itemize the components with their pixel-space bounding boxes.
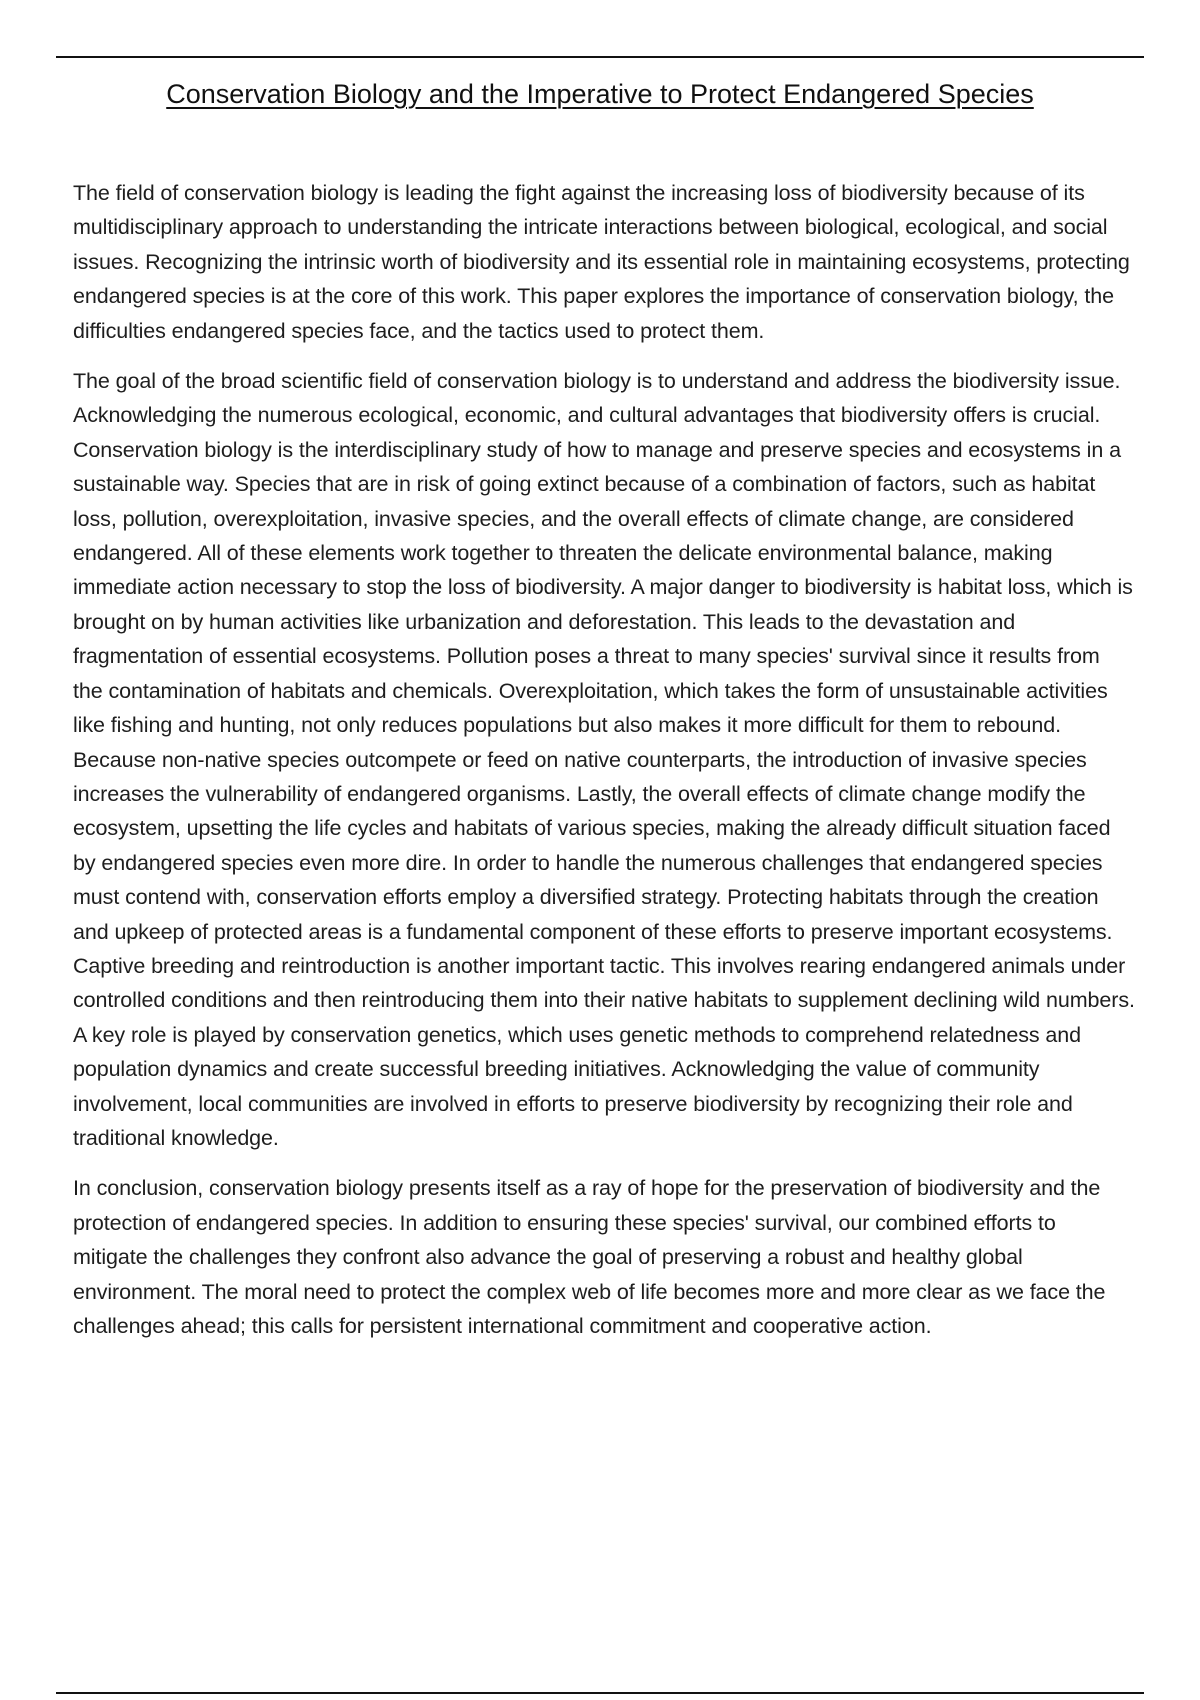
header-rule	[56, 56, 1144, 58]
paragraph-introduction: The field of conservation biology is leading the fight against the increasing loss of biodiversity because of its multidisciplinary approach to understanding the intricate interactions between biological, ecological, and social issues. Recognizing the intrinsic worth of biodiversity and its essential role in maintaining ecosystems, protecting endangered species is at the core of this work. This paper explores the importance of conservation biology, the difficulties endangered species face, and the tactics used to protect them.	[73, 181, 1130, 343]
document-title-text: Conservation Biology and the Imperative to Protect Endangered Species	[166, 79, 1034, 109]
paragraph-conclusion: In conclusion, conservation biology presents itself as a ray of hope for the preservation of biodiversity and the protection of endangered species. In addition to ensuring these species' survival, our combined efforts to mitigate the challenges they confront also advance the goal of preserving a robust and healthy global environment. The moral need to protect the complex web of life becomes more and more clear as we face the challenges ahead; this calls for persistent international commitment and cooperative action.	[73, 1176, 1106, 1338]
document-title	[60, 74, 1140, 114]
document-body	[73, 176, 1135, 1359]
footer-rule	[56, 1692, 1144, 1694]
paragraph-main-body: The goal of the broad scientific field of conservation biology is to understand and address the biodiversity issue. Acknowledging the numerous ecological, economic, and cultural advantages that biodiversity offers is crucial. Conservation biology is the interdisciplinary study of how to manage and preserve species and ecosystems in a sustainable way. Species that are in risk of going extinct because of a combination of factors, such as habitat loss, pollution, overexploitation, invasive species, and the overall effects of climate change, are considered endangered. All of these elements work together to threaten the delicate environmental balance, making immediate action necessary to stop the loss of biodiversity. A major danger to biodiversity is habitat loss, which is brought on by human activities like urbanization and deforestation. This leads to the devastation and fragmentation of essential ecosystems. Pollution poses a threat to many species' survival since it results from the contamination of habitats and chemicals. Overexploitation, which takes the form of unsustainable activities like fishing and hunting, not only reduces populations but also makes it more difficult for them to rebound. Because non-native species outcompete or feed on native counterparts, the introduction of invasive species increases the vulnerability of endangered organisms. Lastly, the overall effects of climate change modify the ecosystem, upsetting the life cycles and habitats of various species, making the already difficult situation faced by endangered species even more dire. In order to handle the numerous challenges that endangered species must contend with, conservation efforts employ a diversified strategy. Protecting habitats through the creation and upkeep of protected areas is a fundamental component of these efforts to preserve important ecosystems. Captive breeding and reintroduction is another important tactic. This involves rearing endangered animals under controlled conditions and then reintroducing them into their native habitats to supplement declining wild numbers. A key role is played by conservation genetics, which uses genetic methods to comprehend relatedness and population dynamics and create successful breeding initiatives. Acknowledging the value of community involvement, local communities are involved in efforts to preserve biodiversity by recognizing their role and traditional knowledge.	[73, 369, 1135, 1150]
